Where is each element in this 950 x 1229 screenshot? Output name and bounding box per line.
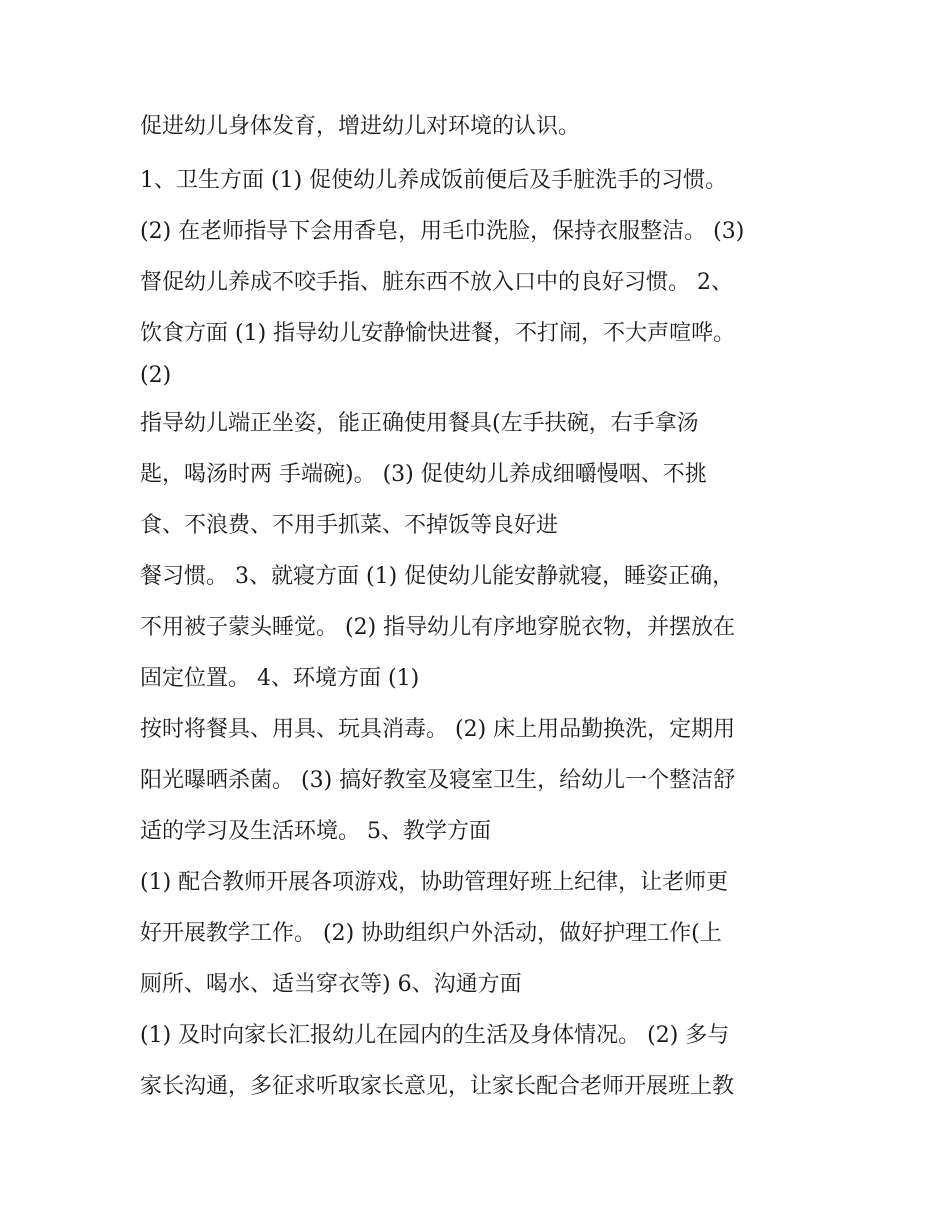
text-line: 促进幼儿身体发育，增进幼儿对环境的认识。 [140,114,581,139]
text-line: 食、不浪费、不用手抓菜、不掉饭等良好进 [140,513,559,538]
text-line: 不用被子蒙头睡觉。 (2) 指导幼儿有序地穿脱衣物，并摆放在 [140,615,736,640]
text-line: 家长沟通，多征求听取家长意见，让家长配合老师开展班上教 [140,1074,735,1099]
text-line: 适的学习及生活环境。 5、教学方面 [140,819,491,844]
text-line: 餐习惯。 3、就寝方面 (1) 促使幼儿能安静就寝，睡姿正确， [140,564,735,589]
text-line: 阳光曝晒杀菌。 (3) 搞好教室及寝室卫生，给幼儿一个整洁舒 [140,768,736,793]
text-line: 1、卫生方面 (1) 促使幼儿养成饭前便后及手脏洗手的习惯。 [140,168,728,193]
text-line: (2) 在老师指导下会用香皂，用毛巾洗脸，保持衣服整洁。 (3) [140,219,745,244]
text-line: 好开展教学工作。 (2) 协助组织户外活动，做好护理工作(上 [140,921,722,946]
text-line: 厕所、喝水、适当穿衣等) 6、沟通方面 [140,972,522,997]
text-line: 匙，喝汤时两 手端碗)。 (3) 促使幼儿养成细嚼慢咽、不挑 [140,462,707,487]
text-line: (1) 配合教师开展各项游戏，协助管理好班上纪律，让老师更 [140,870,729,895]
text-line: (2) [140,363,172,388]
text-line: 固定位置。 4、环境方面 (1) [140,666,420,691]
text-line: 饮食方面 (1) 指导幼儿安静愉快进餐，不打闹，不大声喧哗。 [140,321,736,346]
text-line: 指导幼儿端正坐姿，能正确使用餐具(左手扶碗，右手拿汤 [140,411,699,436]
text-line: 按时将餐具、用具、玩具消毒。 (2) 床上用品勤换洗，定期用 [140,717,736,742]
text-line: (1) 及时向家长汇报幼儿在园内的生活及身体情况。 (2) 多与 [140,1023,730,1048]
text-line: 督促幼儿养成不咬手指、脏东西不放入口中的良好习惯。 2、 [140,270,733,295]
